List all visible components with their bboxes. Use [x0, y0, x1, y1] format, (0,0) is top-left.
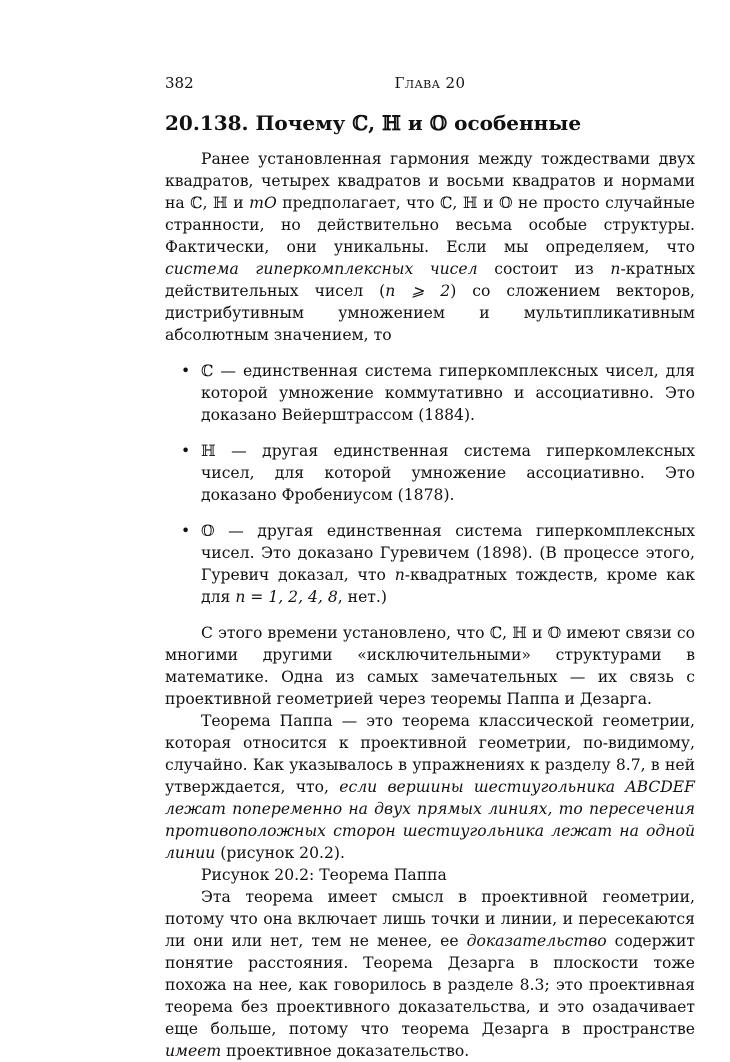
- section-number: 20.138.: [165, 111, 249, 135]
- pappus-text-2: (рисунок 20.2).: [215, 844, 345, 862]
- intro-text-5: ) со сложением векторов, дистрибутивным умножением и мультипликативным абсолютным значением, то: [165, 282, 695, 344]
- math-hexagon: ABCDEF: [625, 778, 695, 796]
- bullet-icon: •: [181, 362, 191, 380]
- term-has: имеет: [165, 1042, 222, 1060]
- paragraph-projective: [165, 886, 695, 1062]
- paragraph-pappus: [165, 710, 695, 864]
- section-title-text: Почему ℂ, ℍ и 𝕆 особенные: [255, 111, 582, 135]
- section-heading: [165, 111, 695, 135]
- term-hypercomplex: система гиперкомплексных чисел: [165, 260, 478, 278]
- bullet-text-octonion-1: 𝕆 — другая единственная система гиперкомплексных чисел. Это доказано Гуревичем (1898). (В процессе этого, Гуревич доказал, что: [201, 522, 695, 584]
- math-n: n: [394, 566, 405, 584]
- list-item: [165, 440, 695, 506]
- bullet-icon: •: [181, 442, 191, 460]
- running-header: [165, 74, 695, 96]
- bullet-text-octonion-3: , нет.): [337, 588, 387, 606]
- bullet-text-complex: ℂ — единственная система гиперкомплексных чисел, для которой умножение коммутативно и ассоциативно. Это доказано Вейерштрассом (1884).: [201, 362, 695, 424]
- intro-text-4: -кратных действительных чисел (: [165, 260, 695, 300]
- bullet-text-quaternion: ℍ — другая единственная система гиперкомлексных чисел, для которой умножение ассоциативно. Это доказано Фробениусом (1878).: [201, 442, 695, 504]
- page-number: 382: [165, 74, 194, 92]
- math-n: n: [610, 260, 621, 278]
- chapter-title: Глава 20: [394, 74, 466, 92]
- pappus-italic-2: лежат попеременно на двух прямых линиях, то пересечения противоположных сторон шестиугольника лежат на одной линии: [165, 800, 695, 862]
- pappus-text-1: Теорема Паппа — это теорема классической геометрии, которая относится к проективной геометрии, по-видимому, случайно. Как указывалось в упражнениях к разделу 8.7, в ней утверждается, что,: [165, 712, 695, 796]
- term-proof: доказательство: [466, 932, 607, 950]
- bullet-text-octonion-2: -квадратных тождеств, кроме как для: [201, 566, 695, 606]
- math-condition: n ⩾ 2: [385, 282, 451, 300]
- intro-text-3: состоит из: [477, 260, 611, 278]
- pappus-italic-1: если вершины шестиугольника: [339, 778, 626, 796]
- projective-text-1: Эта теорема имеет смысл в проективной геометрии, потому что она включает лишь точки и линии, и пересекаются ли они или нет, тем не менее, ее: [165, 888, 695, 950]
- bullet-icon: •: [181, 522, 191, 540]
- math-mO: mO: [249, 194, 277, 212]
- math-n-values: n = 1, 2, 4, 8: [235, 588, 338, 606]
- list-item: [165, 360, 695, 426]
- intro-text-2: предполагает, что ℂ, ℍ и 𝕆 не просто случайные странности, но действительно весьма особые структуры. Фактически, они уникальны. Если мы определяем, что: [165, 194, 696, 256]
- body-text: [165, 148, 695, 1062]
- projective-text-3: проективное доказательство.: [221, 1042, 470, 1060]
- intro-paragraph: [165, 148, 695, 346]
- bullet-list: [165, 360, 695, 608]
- intro-text-1: Ранее установленная гармония между тождествами двух квадратов, четырех квадратов и восьми квадратов и нормами на ℂ, ℍ и: [165, 150, 695, 212]
- list-item: [165, 520, 695, 608]
- figure-caption: Рисунок 20.2: Теорема Паппа: [201, 866, 447, 884]
- paragraph-connections: С этого времени установлено, что ℂ, ℍ и 𝕆 имеют связи со многими другими «исключительными» структурами в математике. Одна из самых замечательных — их связь с проективной геометрией через теоремы Паппа и Дезарга.: [165, 624, 695, 708]
- projective-text-2: содержит понятие расстояния. Теорема Дезарга в плоскости тоже похожа на нее, как говорилось в разделе 8.3; это проективная теорема без проективного доказательства, и это озадачивает еще больше, потому что теорема Дезарга в пространстве: [165, 932, 695, 1038]
